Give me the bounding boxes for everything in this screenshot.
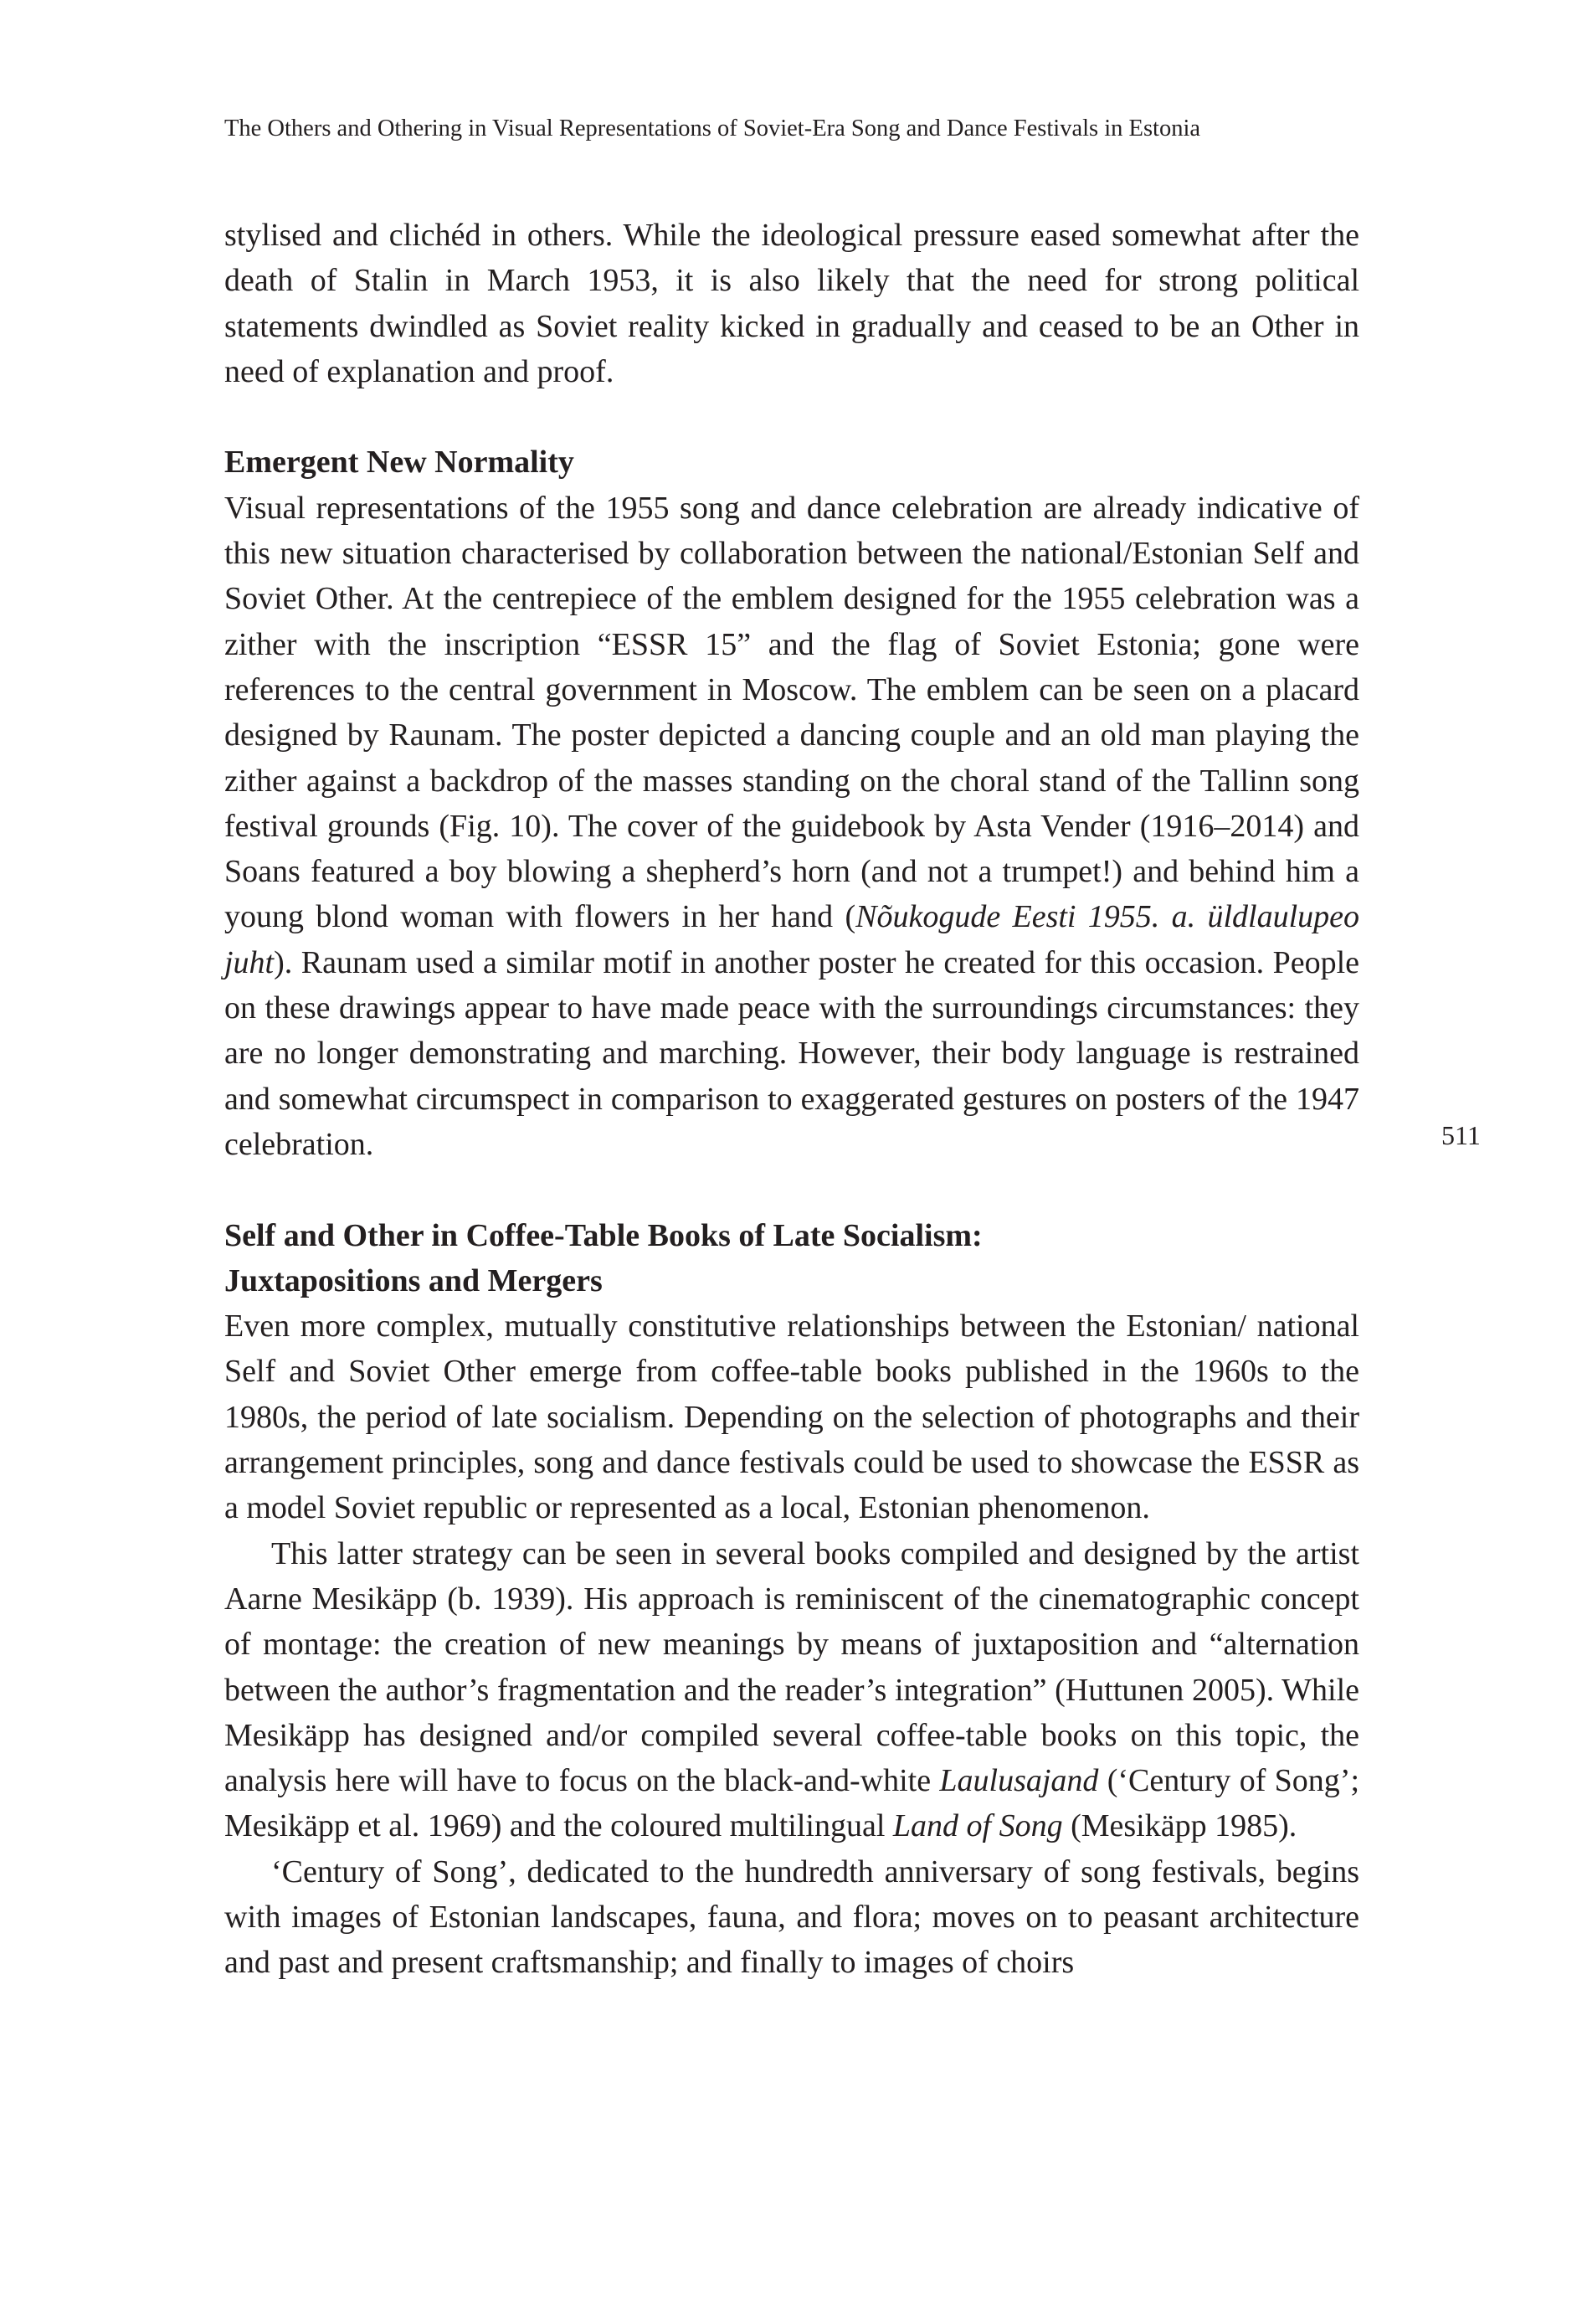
- section-heading-line: Juxtapositions and Mergers: [224, 1262, 603, 1298]
- section-heading-emergent-new-normality: Emergent New Normality: [224, 445, 574, 481]
- section-gap: [224, 1167, 1359, 1212]
- section-heading-line: Self and Other in Coffee-Table Books of Late Socialism:: [224, 1217, 983, 1253]
- paragraph-century-of-song: ‘Century of Song’, dedicated to the hundredth anniversary of song festivals, begins with images of Estonian landscapes, fauna, and flora; moves on to peasant architecture and past and present craftsmanship; and finally to images of choirs: [224, 1854, 1359, 1981]
- paragraph-text: This latter strategy can be seen in several books compiled and designed by the artist Aarne Mesikäpp (b. 1939). His approach is reminiscent of the cinematographic concept of montage: the creation of new meanings by means of juxtaposition and “alternation between the author’s fragmentation and the reader’s integration” (Huttunen 2005). While Mesikäpp has designed and/or compiled several coffee-table books on this topic, the analysis here will have to focus on the black-and-white: [224, 1535, 1359, 1799]
- paragraph-continuation: stylised and clichéd in others. While the ideological pressure eased somewhat after the death of Stalin in March 1953, it is also likely that the need for strong political statements dwindled as Soviet reality kicked in gradually and ceased to be an Other in need of explanation and proof.: [224, 218, 1359, 389]
- paragraph-late-socialism: Even more complex, mutually constitutive relationships between the Estonian/ national Self and Soviet Other emerge from coffee-table books published in the 1960s to the 1980s, the period of late socialism. Depending on the selection of photographs and their arrangement principles, song and dance festivals could be used to showcase the ESSR as a model Soviet republic or represented as a local, Estonian phenomenon.: [224, 1309, 1359, 1526]
- paragraph-mesikapp: [224, 1531, 1359, 1849]
- italic-book-title: Laulusajand: [939, 1763, 1099, 1799]
- section-gap: [224, 394, 1359, 440]
- body-text: [224, 213, 1359, 1986]
- paragraph-text: Visual representations of the 1955 song and dance celebration are already indicative of this new situation characterised by collaboration between the national/Estonian Self and Soviet Other. At the centrepiece of the emblem designed for the 1955 celebration was a zither with the inscription “ESSR 15” and the flag of Soviet Estonia; gone were references to the central government in Moscow. The emblem can be seen on a placard designed by Raunam. The poster depicted a dancing couple and an old man playing the zither against a backdrop of the masses standing on the choral stand of the Tallinn song festival grounds (Fig. 10). The cover of the guidebook by Asta Vender (1916–2014) and Soans featured a boy blowing a shepherd’s horn (and not a trumpet!) and behind him a young blond woman with flowers in her hand (: [224, 490, 1359, 935]
- paragraph-1955-celebration: [224, 486, 1359, 1167]
- running-head: The Others and Othering in Visual Representations of Soviet-Era Song and Dance Festivals in Estonia: [224, 116, 1201, 141]
- italic-book-title: Nõukogude Eesti 1955. a. üldlaulupeo juht: [224, 899, 1359, 980]
- paragraph-text: (Mesikäpp 1985).: [1062, 1808, 1297, 1844]
- section-heading-coffee-table-books: [224, 1213, 1359, 1304]
- italic-book-title: Land of Song: [892, 1808, 1063, 1844]
- paragraph-text: ). Raunam used a similar motif in another poster he created for this occasion. People on these drawings appear to have made peace with the surroundings circumstances: they are no longer demonstrating and marching. However, their body language is restrained and somewhat circumspect in comparison to exaggerated gestures on posters of the 1947 celebration.: [224, 944, 1359, 1162]
- paragraph-text: (‘Century of Song’; Mesikäpp et al. 1969) and the coloured multilingual: [224, 1763, 1359, 1844]
- page-number: 511: [1441, 1120, 1481, 1150]
